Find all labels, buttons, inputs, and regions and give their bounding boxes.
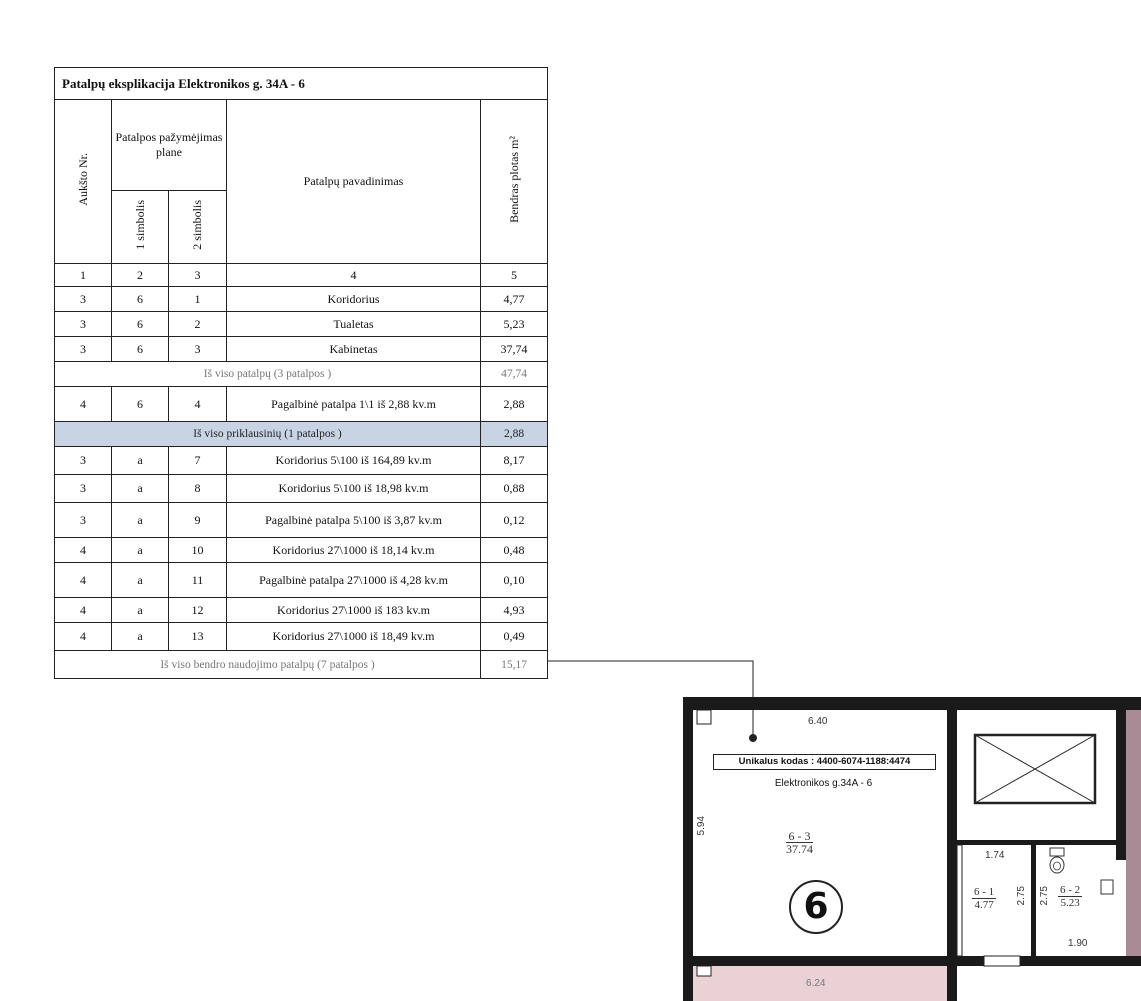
room-area: 5.23 bbox=[1060, 897, 1080, 909]
cell-symbol2: 2 bbox=[169, 312, 227, 337]
cell-area: 8,17 bbox=[481, 447, 548, 475]
cell-area: 0,12 bbox=[481, 503, 548, 538]
cell-symbol2: 1 bbox=[169, 287, 227, 312]
unit-number-badge: 6 bbox=[789, 880, 843, 934]
cell-room-name: Pagalbinė patalpa 1\1 iš 2,88 kv.m bbox=[227, 387, 481, 422]
door-opening bbox=[697, 966, 711, 976]
dimension-corridor-width: 1.74 bbox=[985, 850, 1005, 861]
cell-floor: 3 bbox=[55, 312, 112, 337]
room-label-6-2 bbox=[1058, 884, 1082, 909]
room-id: 6 - 1 bbox=[974, 886, 995, 898]
cell-area: 5,23 bbox=[481, 312, 548, 337]
header-marking-group: Patalpos pažymėjimas plane bbox=[112, 100, 227, 191]
cell-area: 2,88 bbox=[481, 387, 548, 422]
cell-symbol1: 6 bbox=[112, 337, 169, 362]
column-number: 3 bbox=[169, 264, 227, 287]
cell-symbol1: a bbox=[112, 598, 169, 623]
cell-room-name: Koridorius 5\100 iš 18,98 kv.m bbox=[227, 475, 481, 503]
dimension-lower-width: 6.24 bbox=[806, 978, 826, 989]
dimension-corridor-height: 2.75 bbox=[1016, 886, 1027, 906]
room-label-6-1 bbox=[972, 886, 996, 911]
cell-symbol1: 6 bbox=[112, 312, 169, 337]
cell-floor: 4 bbox=[55, 387, 112, 422]
cell-floor: 4 bbox=[55, 538, 112, 563]
toilet-icon bbox=[1050, 848, 1064, 873]
cell-area: 4,93 bbox=[481, 598, 548, 623]
cell-room-name: Koridorius 27\1000 iš 18,49 kv.m bbox=[227, 623, 481, 651]
room-label-6-3 bbox=[786, 830, 813, 855]
door-opening bbox=[984, 956, 1020, 966]
cell-symbol1: 6 bbox=[112, 387, 169, 422]
cell-symbol2: 3 bbox=[169, 337, 227, 362]
cell-room-name: Pagalbinė patalpa 27\1000 iš 4,28 kv.m bbox=[227, 563, 481, 598]
dimension-top-width: 6.40 bbox=[808, 716, 828, 727]
wall-partition-vertical bbox=[947, 697, 957, 966]
summary-area: 2,88 bbox=[481, 422, 548, 447]
cell-symbol1: 6 bbox=[112, 287, 169, 312]
header-area: Bendras plotas m² bbox=[481, 100, 548, 264]
table-title: Patalpų eksplikacija Elektronikos g. 34A - 6 bbox=[55, 68, 548, 100]
cell-symbol2: 10 bbox=[169, 538, 227, 563]
cell-room-name: Koridorius 27\1000 iš 183 kv.m bbox=[227, 598, 481, 623]
cell-symbol2: 4 bbox=[169, 387, 227, 422]
cell-room-name: Tualetas bbox=[227, 312, 481, 337]
wall-lower-right bbox=[947, 966, 957, 1001]
column-number: 5 bbox=[481, 264, 548, 287]
column-number: 4 bbox=[227, 264, 481, 287]
cell-area: 0,48 bbox=[481, 538, 548, 563]
cell-symbol2: 12 bbox=[169, 598, 227, 623]
cell-room-name: Pagalbinė patalpa 5\100 iš 3,87 kv.m bbox=[227, 503, 481, 538]
wall-notch bbox=[697, 710, 711, 724]
room-area: 4.77 bbox=[974, 899, 994, 911]
cell-symbol1: a bbox=[112, 503, 169, 538]
header-floor-no: Aukšto Nr. bbox=[55, 100, 112, 264]
header-symbol2: 2 simbolis bbox=[169, 191, 227, 264]
cell-room-name: Kabinetas bbox=[227, 337, 481, 362]
unique-code-label: Unikalus kodas : 4400-6074-1188:4474 bbox=[713, 754, 936, 770]
summary-area: 15,17 bbox=[481, 651, 548, 679]
cell-room-name: Koridorius 27\1000 iš 18,14 kv.m bbox=[227, 538, 481, 563]
summary-label: Iš viso patalpų (3 patalpos ) bbox=[55, 362, 481, 387]
wall-corridor-top bbox=[957, 840, 1141, 845]
neighbour-area bbox=[1126, 710, 1141, 956]
cell-floor: 3 bbox=[55, 475, 112, 503]
cell-room-name: Koridorius 5\100 iš 164,89 kv.m bbox=[227, 447, 481, 475]
summary-label: Iš viso priklausinių (1 patalpos ) bbox=[55, 422, 481, 447]
cell-symbol2: 9 bbox=[169, 503, 227, 538]
outer-wall-left bbox=[683, 697, 693, 1001]
cell-floor: 4 bbox=[55, 598, 112, 623]
cell-floor: 3 bbox=[55, 503, 112, 538]
column-number: 2 bbox=[112, 264, 169, 287]
cell-floor: 3 bbox=[55, 287, 112, 312]
cell-room-name: Koridorius bbox=[227, 287, 481, 312]
cell-area: 0,49 bbox=[481, 623, 548, 651]
cell-area: 0,10 bbox=[481, 563, 548, 598]
cell-symbol1: a bbox=[112, 447, 169, 475]
cell-floor: 4 bbox=[55, 563, 112, 598]
summary-label: Iš viso bendro naudojimo patalpų (7 patalpos ) bbox=[55, 651, 481, 679]
cell-symbol1: a bbox=[112, 623, 169, 651]
wall-corridor-left bbox=[957, 845, 962, 956]
column-number: 1 bbox=[55, 264, 112, 287]
cell-floor: 3 bbox=[55, 447, 112, 475]
cell-symbol2: 8 bbox=[169, 475, 227, 503]
sink-icon bbox=[1101, 880, 1113, 894]
room-id: 6 - 2 bbox=[1060, 884, 1081, 896]
cell-area: 37,74 bbox=[481, 337, 548, 362]
cell-symbol1: a bbox=[112, 563, 169, 598]
room-area: 37.74 bbox=[786, 842, 813, 856]
cell-symbol2: 11 bbox=[169, 563, 227, 598]
room-id: 6 - 3 bbox=[786, 830, 813, 843]
outer-wall-top bbox=[683, 697, 1141, 710]
wall-partition-horizontal bbox=[683, 956, 1141, 966]
cell-area: 0,88 bbox=[481, 475, 548, 503]
leader-dot bbox=[749, 734, 757, 742]
header-room-name: Patalpų pavadinimas bbox=[227, 100, 481, 264]
dimension-left-height: 5.94 bbox=[696, 816, 707, 836]
summary-area: 47,74 bbox=[481, 362, 548, 387]
cell-symbol2: 13 bbox=[169, 623, 227, 651]
cell-symbol2: 7 bbox=[169, 447, 227, 475]
dimension-wc-width: 1.90 bbox=[1068, 938, 1088, 949]
wall-corridor-wc bbox=[1031, 845, 1036, 956]
plan-address: Elektronikos g.34A - 6 bbox=[774, 778, 873, 789]
wall-shaft-right bbox=[1116, 710, 1126, 860]
cell-floor: 3 bbox=[55, 337, 112, 362]
cell-area: 4,77 bbox=[481, 287, 548, 312]
cell-floor: 4 bbox=[55, 623, 112, 651]
dimension-wc-height: 2.75 bbox=[1039, 886, 1050, 906]
cell-symbol1: a bbox=[112, 475, 169, 503]
header-symbol1: 1 simbolis bbox=[112, 191, 169, 264]
cell-symbol1: a bbox=[112, 538, 169, 563]
